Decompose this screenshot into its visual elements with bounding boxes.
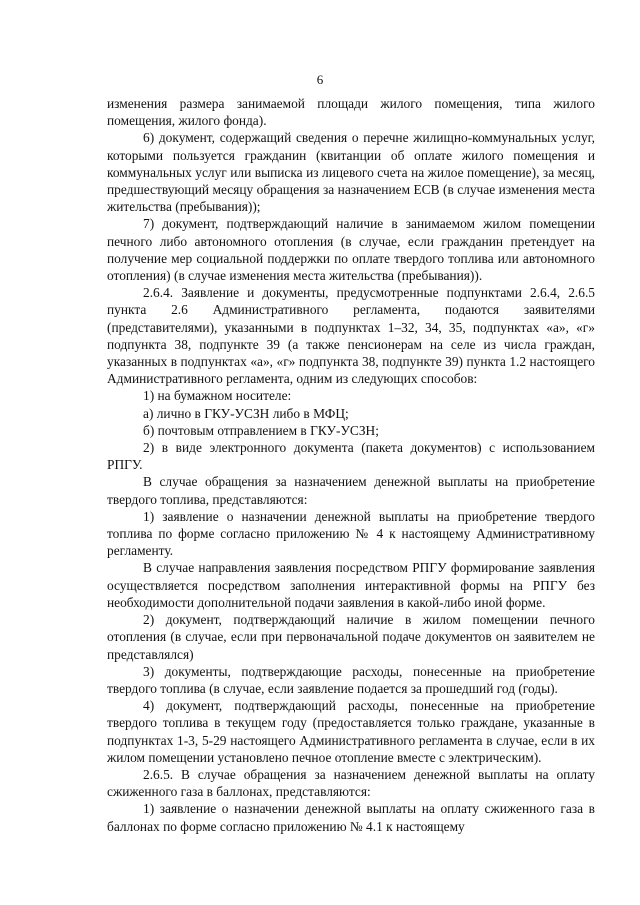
list-item-postal: б) почтовым отправлением в ГКУ-УСЗН; [143, 422, 379, 438]
paragraph-section-2-6-5: 2.6.5. В случае обращения за назначением денежной выплаты на оплату сжиженного газа в баллонах, представляются: [107, 766, 595, 800]
paragraph-section-2-6-4: 2.6.4. Заявление и документы, предусмотренные подпунктами 2.6.4, 2.6.5 пункта 2.6 Административного регламента, подаются заявителями (представителями), указанными в подпунктах 1–32, 34, 35, подпунктах «а», «г» подпункта 38, подпункте 39 (а также пенсионерам на селе из числа граждан, указанных в подпунктах «а», «г» подпункта 38, подпункте 39) пункта 1.2 настоящего Административного регламента, одним из следующих способов: [107, 285, 595, 387]
paragraph-solid-fuel-application: 1) заявление о назначении денежной выплаты на приобретение твердого топлива по форме согласно приложению № 4 к настоящему Административному регламенту. [107, 508, 595, 559]
list-item-in-person: а) лично в ГКУ-УСЗН либо в МФЦ; [143, 405, 349, 421]
document-body [107, 95, 595, 835]
list-item-paper: 1) на бумажном носителе: [143, 388, 292, 404]
list-item-electronic: 2) в виде электронного документа (пакета документов) с использованием РПГУ. [107, 440, 595, 473]
paragraph-item-6: 6) документ, содержащий сведения о перечне жилищно-коммунальных услуг, которыми пользуется гражданин (квитанции об оплате жилого помещения и коммунальных услуг или выписка из лицевого счета на жилое помещение), за месяц, предшествующий месяцу обращения за назначением ЕСВ (в случае изменения места жительства (пребывания)); [107, 130, 595, 215]
paragraph-continuation: изменения размера занимаемой площади жилого помещения, типа жилого помещения, жилого фонда). [107, 96, 595, 129]
paragraph-gas-application: 1) заявление о назначении денежной выплаты на оплату сжиженного газа в баллонах по форме согласно приложению № 4.1 к настоящему [107, 801, 595, 834]
paragraph-heating-document: 2) документ, подтверждающий наличие в жилом помещении печного отопления (в случае, если при первоначальной подаче документов он заявителем не представлялся) [107, 612, 595, 662]
paragraph-item-7: 7) документ, подтверждающий наличие в занимаемом жилом помещении печного либо автономного отопления (в случае, если гражданин претендует на получение мер социальной поддержки по оплате твердого топлива или автономного отопления) (в случае изменения места жительства (пребывания)). [107, 216, 595, 284]
paragraph-past-year-expenses: 3) документы, подтверждающие расходы, понесенные на приобретение твердого топлива (в случае, если заявление подается за прошедший год (годы). [107, 663, 595, 696]
paragraph-solid-fuel-intro: В случае обращения за назначением денежной выплаты на приобретение твердого топлива, представляются: [107, 474, 595, 507]
paragraph-rpgu-submission: В случае направления заявления посредством РПГУ формирование заявления осуществляется посредством заполнения интерактивной формы на РПГУ без необходимости дополнительной подачи заявления в какой-либо иной форме. [107, 560, 595, 610]
page-number: 6 [316, 72, 324, 87]
paragraph-current-year-expenses: 4) документ, подтверждающий расходы, понесенные на приобретение твердого топлива в текущем году (предоставляется только граждане, указанные в подпунктах 1-3, 5-29 настоящего Административного регламента в случае, если в их жилом помещении установлено печное отопление вместе с электрическим). [107, 698, 595, 765]
